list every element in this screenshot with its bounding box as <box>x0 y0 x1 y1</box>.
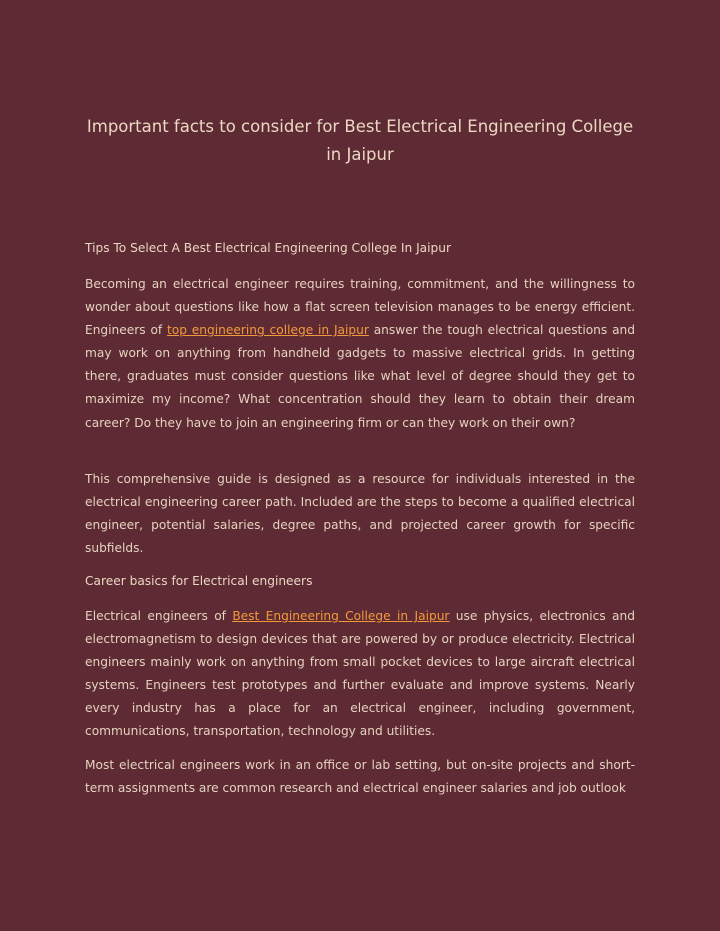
paragraph-text: use physics, electronics and electromagnetism to design devices that are powered by or produce electricity. Electrical engineers mainly work on anything from small pocket devices to large aircraft electrical systems. Engineers test prototypes and further evaluate and improve systems. Nearly every industry has a place for an electrical engineer, including government, communications, transportation, technology and utilities. <box>85 609 635 739</box>
paragraph-text: Becoming an electrical engineer requires training, commitment, and the willingness to wonder about questions like how a flat screen television manages to be energy efficient. Engineers of <box>85 277 635 338</box>
paragraph-career-basics <box>85 605 635 744</box>
paragraph-work-setting: Most electrical engineers work in an office or lab setting, but on-site projects and short-term assignments are common research and electrical engineer salaries and job outlook <box>85 758 635 796</box>
paragraph-becoming-engineer <box>85 273 635 435</box>
best-engineering-college-link[interactable]: Best Engineering College in Jaipur <box>232 609 450 623</box>
paragraph-text: Electrical engineers of <box>85 609 233 623</box>
document-title: Important facts to consider for Best Electrical Engineering College in Jaipur <box>86 117 634 164</box>
section-heading-career-basics: Career basics for Electrical engineers <box>85 574 313 588</box>
paragraph-comprehensive-guide: This comprehensive guide is designed as a resource for individuals interested in the electrical engineering career path. Included are the steps to become a qualified electrical engineer, potential salaries, degree paths, and projected career growth for specific subfields. <box>85 472 635 556</box>
top-engineering-college-link[interactable]: top engineering college in Jaipur <box>167 323 369 338</box>
paragraph-text: answer the tough electrical questions and may work on anything from handheld gadgets to massive electrical grids. In getting there, graduates must consider questions like what level of degree should they get to maximize my income? What concentration should they learn to obtain their dream career? Do they have to join an engineering firm or can they work on their own? <box>85 323 635 430</box>
section-heading-tips: Tips To Select A Best Electrical Engineering College In Jaipur <box>85 241 452 255</box>
